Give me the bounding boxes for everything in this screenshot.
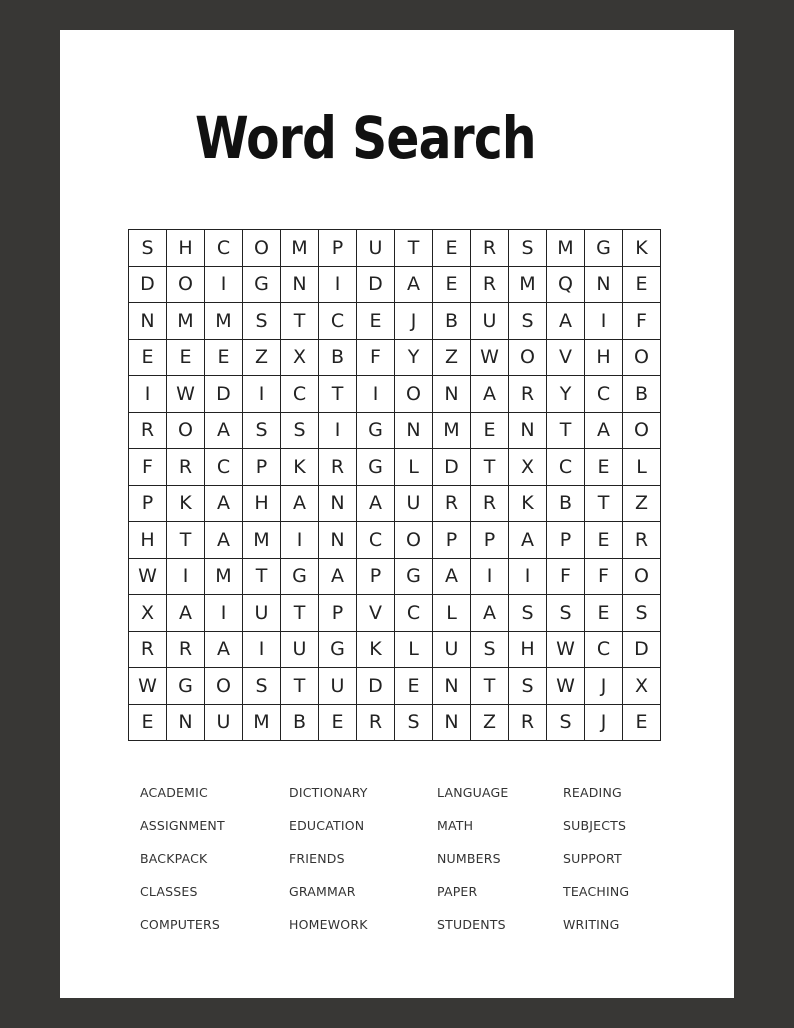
word-list-item: PAPER <box>437 884 478 899</box>
grid-cell: N <box>433 376 471 413</box>
grid-cell: V <box>547 340 585 377</box>
word-list-column <box>563 782 629 947</box>
grid-cell: A <box>205 486 243 523</box>
grid-cell: R <box>509 376 547 413</box>
grid-cell: U <box>281 632 319 669</box>
worksheet-page <box>60 30 734 998</box>
grid-cell: I <box>167 559 205 596</box>
grid-cell: N <box>509 413 547 450</box>
grid-cell: I <box>205 595 243 632</box>
word-list-item: ACADEMIC <box>140 785 208 800</box>
word-list-item: ASSIGNMENT <box>140 818 225 833</box>
grid-cell: K <box>281 449 319 486</box>
grid-cell: P <box>319 595 357 632</box>
grid-cell: C <box>547 449 585 486</box>
word-list <box>140 782 700 952</box>
grid-cell: K <box>509 486 547 523</box>
grid-cell: C <box>395 595 433 632</box>
grid-cell: L <box>433 595 471 632</box>
grid-cell: T <box>395 230 433 267</box>
grid-cell: I <box>471 559 509 596</box>
grid-cell: E <box>585 449 623 486</box>
grid-cell: D <box>623 632 661 669</box>
grid-cell: P <box>433 522 471 559</box>
grid-cell: A <box>471 376 509 413</box>
grid-cell: T <box>547 413 585 450</box>
grid-cell: R <box>357 705 395 742</box>
grid-cell: B <box>433 303 471 340</box>
grid-cell: E <box>623 705 661 742</box>
grid-cell: C <box>205 449 243 486</box>
grid-cell: R <box>471 267 509 304</box>
grid-cell: A <box>205 413 243 450</box>
page-title: Word Search <box>195 104 536 172</box>
grid-cell: L <box>623 449 661 486</box>
grid-cell: G <box>319 632 357 669</box>
grid-cell: X <box>129 595 167 632</box>
grid-cell: R <box>433 486 471 523</box>
grid-cell: W <box>471 340 509 377</box>
grid-cell: R <box>129 632 167 669</box>
word-list-item: FRIENDS <box>289 851 345 866</box>
grid-cell: I <box>357 376 395 413</box>
grid-cell: O <box>167 267 205 304</box>
grid-cell: R <box>623 522 661 559</box>
grid-cell: E <box>319 705 357 742</box>
grid-cell: R <box>471 230 509 267</box>
grid-cell: A <box>433 559 471 596</box>
word-list-column <box>437 782 509 947</box>
grid-cell: Z <box>623 486 661 523</box>
grid-cell: J <box>585 705 623 742</box>
grid-cell: U <box>205 705 243 742</box>
grid-cell: O <box>623 559 661 596</box>
grid-cell: I <box>205 267 243 304</box>
grid-cell: Z <box>243 340 281 377</box>
grid-cell: U <box>243 595 281 632</box>
grid-cell: N <box>167 705 205 742</box>
grid-cell: G <box>167 668 205 705</box>
grid-cell: J <box>395 303 433 340</box>
grid-cell: M <box>167 303 205 340</box>
grid-cell: E <box>129 705 167 742</box>
grid-cell: R <box>167 449 205 486</box>
grid-cell: G <box>243 267 281 304</box>
grid-cell: F <box>547 559 585 596</box>
grid-cell: W <box>547 668 585 705</box>
grid-cell: S <box>547 705 585 742</box>
grid-cell: P <box>319 230 357 267</box>
grid-cell: S <box>509 230 547 267</box>
grid-cell: A <box>357 486 395 523</box>
grid-cell: B <box>319 340 357 377</box>
grid-cell: R <box>319 449 357 486</box>
grid-cell: T <box>471 668 509 705</box>
word-list-item: WRITING <box>563 917 620 932</box>
grid-cell: H <box>167 230 205 267</box>
grid-cell: I <box>281 522 319 559</box>
grid-cell: W <box>129 559 167 596</box>
grid-cell: A <box>205 522 243 559</box>
grid-cell: R <box>167 632 205 669</box>
grid-cell: O <box>395 376 433 413</box>
word-list-item: GRAMMAR <box>289 884 356 899</box>
grid-cell: E <box>585 595 623 632</box>
grid-cell: Z <box>471 705 509 742</box>
grid-cell: E <box>395 668 433 705</box>
grid-cell: E <box>433 230 471 267</box>
grid-cell: I <box>319 413 357 450</box>
grid-cell: D <box>357 668 395 705</box>
grid-cell: A <box>547 303 585 340</box>
grid-cell: E <box>471 413 509 450</box>
grid-cell: T <box>281 595 319 632</box>
grid-cell: N <box>319 522 357 559</box>
grid-cell: U <box>319 668 357 705</box>
grid-cell: E <box>357 303 395 340</box>
grid-cell: F <box>623 303 661 340</box>
word-list-item: NUMBERS <box>437 851 501 866</box>
grid-cell: M <box>205 559 243 596</box>
grid-cell: C <box>585 632 623 669</box>
word-list-item: TEACHING <box>563 884 630 899</box>
grid-cell: B <box>547 486 585 523</box>
grid-cell: S <box>129 230 167 267</box>
grid-cell: O <box>623 340 661 377</box>
grid-cell: X <box>281 340 319 377</box>
grid-cell: P <box>129 486 167 523</box>
grid-cell: O <box>243 230 281 267</box>
grid-cell: D <box>357 267 395 304</box>
grid-cell: E <box>167 340 205 377</box>
grid-cell: M <box>243 705 281 742</box>
grid-cell: M <box>547 230 585 267</box>
grid-cell: C <box>585 376 623 413</box>
grid-cell: S <box>509 668 547 705</box>
grid-cell: N <box>585 267 623 304</box>
grid-cell: B <box>623 376 661 413</box>
grid-cell: O <box>509 340 547 377</box>
grid-cell: S <box>509 303 547 340</box>
grid-cell: H <box>509 632 547 669</box>
grid-cell: P <box>243 449 281 486</box>
word-list-item: READING <box>563 785 622 800</box>
grid-cell: C <box>205 230 243 267</box>
grid-cell: T <box>243 559 281 596</box>
letter-grid <box>128 229 661 741</box>
grid-cell: P <box>471 522 509 559</box>
grid-cell: N <box>433 705 471 742</box>
grid-cell: N <box>281 267 319 304</box>
grid-cell: L <box>395 449 433 486</box>
word-list-item: DICTIONARY <box>289 785 368 800</box>
grid-cell: A <box>281 486 319 523</box>
grid-cell: A <box>205 632 243 669</box>
grid-cell: A <box>319 559 357 596</box>
grid-cell: R <box>471 486 509 523</box>
word-list-item: SUBJECTS <box>563 818 627 833</box>
grid-cell: C <box>281 376 319 413</box>
grid-cell: H <box>129 522 167 559</box>
grid-cell: U <box>395 486 433 523</box>
grid-cell: K <box>357 632 395 669</box>
grid-cell: D <box>433 449 471 486</box>
word-list-column <box>289 782 368 947</box>
grid-cell: W <box>547 632 585 669</box>
grid-cell: I <box>243 632 281 669</box>
grid-cell: S <box>547 595 585 632</box>
grid-cell: F <box>357 340 395 377</box>
word-list-item: MATH <box>437 818 474 833</box>
grid-cell: S <box>395 705 433 742</box>
grid-cell: F <box>585 559 623 596</box>
grid-cell: S <box>243 303 281 340</box>
word-list-item: BACKPACK <box>140 851 208 866</box>
grid-cell: X <box>623 668 661 705</box>
grid-cell: I <box>585 303 623 340</box>
grid-cell: M <box>243 522 281 559</box>
grid-cell: G <box>395 559 433 596</box>
grid-cell: V <box>357 595 395 632</box>
grid-cell: E <box>623 267 661 304</box>
grid-cell: N <box>129 303 167 340</box>
grid-cell: H <box>243 486 281 523</box>
grid-cell: R <box>129 413 167 450</box>
grid-cell: E <box>585 522 623 559</box>
word-list-item: HOMEWORK <box>289 917 368 932</box>
grid-cell: E <box>433 267 471 304</box>
grid-cell: D <box>129 267 167 304</box>
grid-cell: T <box>319 376 357 413</box>
grid-cell: I <box>129 376 167 413</box>
grid-cell: A <box>395 267 433 304</box>
grid-cell: G <box>357 413 395 450</box>
word-list-item: STUDENTS <box>437 917 506 932</box>
grid-cell: O <box>205 668 243 705</box>
grid-cell: U <box>357 230 395 267</box>
grid-cell: I <box>243 376 281 413</box>
grid-cell: Z <box>433 340 471 377</box>
grid-cell: M <box>205 303 243 340</box>
grid-cell: I <box>319 267 357 304</box>
grid-cell: L <box>395 632 433 669</box>
grid-cell: H <box>585 340 623 377</box>
grid-cell: J <box>585 668 623 705</box>
grid-cell: O <box>167 413 205 450</box>
grid-cell: W <box>129 668 167 705</box>
word-list-item: COMPUTERS <box>140 917 220 932</box>
grid-cell: S <box>471 632 509 669</box>
grid-cell: Y <box>395 340 433 377</box>
grid-cell: N <box>433 668 471 705</box>
grid-cell: O <box>623 413 661 450</box>
grid-cell: R <box>509 705 547 742</box>
grid-cell: M <box>509 267 547 304</box>
grid-cell: A <box>471 595 509 632</box>
grid-cell: Y <box>547 376 585 413</box>
grid-cell: T <box>281 668 319 705</box>
grid-cell: S <box>623 595 661 632</box>
grid-cell: T <box>585 486 623 523</box>
grid-cell: T <box>471 449 509 486</box>
grid-cell: M <box>281 230 319 267</box>
grid-cell: G <box>357 449 395 486</box>
word-list-item: CLASSES <box>140 884 198 899</box>
grid-cell: P <box>547 522 585 559</box>
grid-cell: Q <box>547 267 585 304</box>
grid-cell: A <box>167 595 205 632</box>
grid-cell: K <box>167 486 205 523</box>
grid-cell: A <box>509 522 547 559</box>
grid-cell: F <box>129 449 167 486</box>
grid-cell: P <box>357 559 395 596</box>
grid-cell: C <box>319 303 357 340</box>
grid-cell: D <box>205 376 243 413</box>
word-list-item: SUPPORT <box>563 851 622 866</box>
grid-cell: S <box>243 668 281 705</box>
grid-cell: E <box>129 340 167 377</box>
grid-cell: O <box>395 522 433 559</box>
grid-cell: N <box>395 413 433 450</box>
grid-cell: G <box>281 559 319 596</box>
word-list-item: LANGUAGE <box>437 785 509 800</box>
grid-cell: X <box>509 449 547 486</box>
grid-cell: I <box>509 559 547 596</box>
grid-cell: U <box>433 632 471 669</box>
grid-cell: E <box>205 340 243 377</box>
grid-cell: U <box>471 303 509 340</box>
word-list-item: EDUCATION <box>289 818 365 833</box>
grid-cell: S <box>509 595 547 632</box>
grid-cell: T <box>167 522 205 559</box>
word-list-column <box>140 782 225 947</box>
grid-cell: B <box>281 705 319 742</box>
grid-cell: C <box>357 522 395 559</box>
grid-cell: S <box>281 413 319 450</box>
grid-cell: G <box>585 230 623 267</box>
grid-cell: A <box>585 413 623 450</box>
grid-cell: T <box>281 303 319 340</box>
grid-cell: M <box>433 413 471 450</box>
grid-cell: K <box>623 230 661 267</box>
grid-cell: W <box>167 376 205 413</box>
grid-cell: N <box>319 486 357 523</box>
grid-cell: S <box>243 413 281 450</box>
